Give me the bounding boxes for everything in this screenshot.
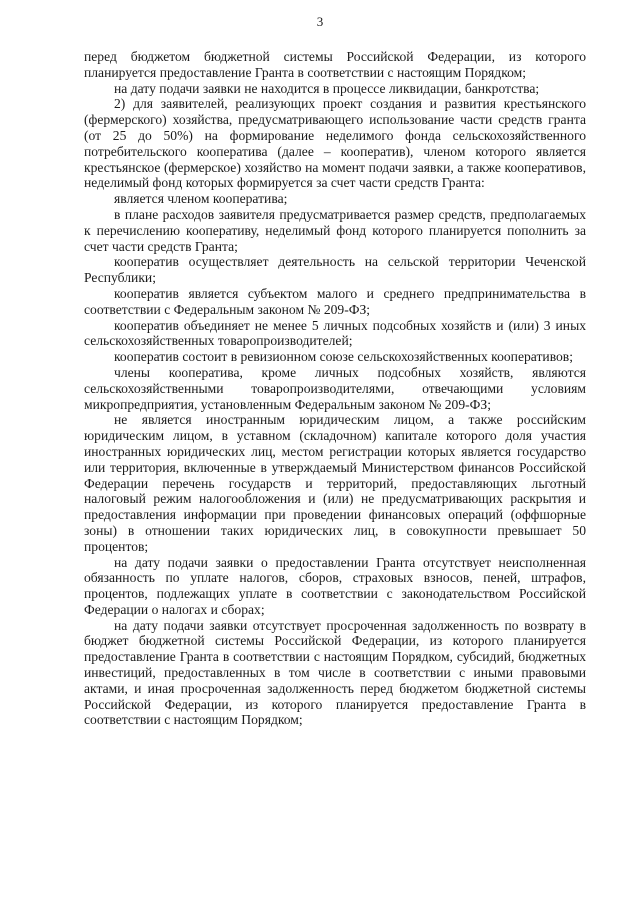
paragraph-6: кооператив осуществляет деятельность на сельской территории Чеченской Республики; xyxy=(84,254,586,286)
paragraph-9: кооператив состоит в ревизионном союзе сельскохозяйственных кооперативов; xyxy=(114,349,574,365)
document-body xyxy=(84,49,586,728)
paragraph-10: члены кооператива, кроме личных подсобных хозяйств, являются сельскохозяйственными товаропроизводителями, отвечающими условиям микропредприятия, установленным Федеральным законом № 209-ФЗ; xyxy=(84,364,586,412)
paragraph-7: кооператив является субъектом малого и среднего предпринимательства в соответствии с Федеральным законом № 209-ФЗ; xyxy=(84,285,586,317)
paragraph-5: в плане расходов заявителя предусматривается размер средств, предполагаемых к перечислению кооперативу, неделимый фонд которого планируется пополнить за счет части средств Гранта; xyxy=(84,206,586,254)
paragraph-2: на дату подачи заявки не находится в процессе ликвидации, банкротства; xyxy=(114,80,540,96)
paragraph-11: не является иностранным юридическим лицом, а также российским юридическим лицом, в уставном (складочном) капитале которого доля участия иностранных юридических лиц, местом регистрации которых является государство или территория, включенные в утверждаемый Министерством финансов Российской Федерации перечень государств и территорий, предоставляющих льготный налоговый режим налогообложения и (или) не предусматривающих раскрытия и предоставления информации при проведении финансовых операций (оффшорные зоны) в отношении таких юридических лиц, в совокупности превышает 50 процентов; xyxy=(84,412,586,554)
paragraph-1: перед бюджетом бюджетной системы Российской Федерации, из которого планируется предоставление Гранта в соответствии с настоящим Порядком; xyxy=(84,49,586,80)
paragraph-4: является членом кооператива; xyxy=(114,191,288,207)
paragraph-12: на дату подачи заявки о предоставлении Гранта отсутствует неисполненная обязанность по уплате налогов, сборов, страховых взносов, пеней, штрафов, процентов, подлежащих уплате в соответствии с законодательством Российской Федерации о налогах и сборах; xyxy=(84,554,586,617)
paragraph-8: кооператив объединяет не менее 5 личных подсобных хозяйств и (или) 3 иных сельскохозяйственных товаропроизводителей; xyxy=(84,317,586,349)
paragraph-13: на дату подачи заявки отсутствует просроченная задолженность по возврату в бюджет бюджетной системы Российской Федерации, из которого планируется предоставление Гранта в соответствии с настоящим Порядком, субсидий, бюджетных инвестиций, предоставленных в том числе в соответствии с иными правовыми актами, и иная просроченная задолженность перед бюджетом бюджетной системы Российской Федерации, из которого планируется предоставление Гранта в соответствии с настоящим Порядком; xyxy=(84,617,586,728)
page-number: 3 xyxy=(316,14,324,29)
paragraph-3: 2) для заявителей, реализующих проект создания и развития крестьянского (фермерского) хозяйства, предусматривающего использование части средств гранта (от 25 до 50%) на формирование неделимого фонда сельскохозяйственного потребительского кооператива (далее – кооператив), членом которого является крестьянское (фермерское) хозяйство на момент подачи заявки, а также кооперативов, неделимый фонд которых формируется за счет части средств Гранта: xyxy=(84,96,586,191)
